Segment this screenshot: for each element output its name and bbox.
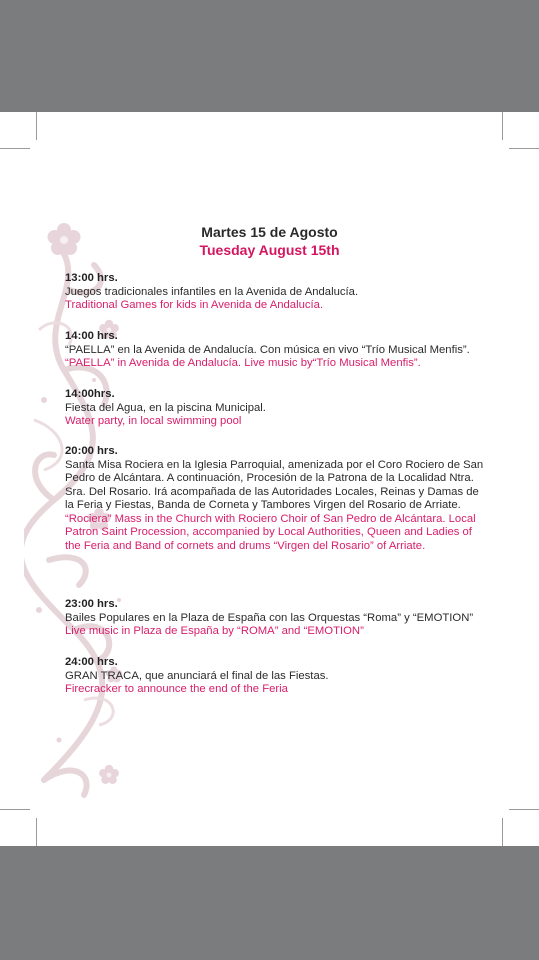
event-description-es: Bailes Populares en la Plaza de España con las Orquestas “Roma” y “EMOTION”: [65, 611, 474, 624]
list-item: [65, 598, 485, 639]
crop-mark: [36, 818, 37, 846]
crop-mark: [36, 112, 37, 140]
event-time: 23:00 hrs.: [65, 598, 118, 610]
event-description-en: “Rociera” Mass in the Church with Rociero Choir of San Pedro de Alcántara. Local Patron Saint Procession, accompanied by Local Authorities, Queen and Ladies of the Feria and Band of cornets and drums “Virgen del Rosario” of Arriate.: [65, 512, 476, 552]
event-time: 14:00hrs.: [65, 388, 115, 400]
list-item: [65, 272, 485, 313]
page-title-english: Tuesday August 15th: [199, 242, 340, 258]
event-description-es: Juegos tradicionales infantiles en la Avenida de Andalucía.: [65, 285, 359, 298]
event-description-en: Live music in Plaza de España by “ROMA” and “EMOTION”: [65, 625, 364, 637]
event-time: 14:00 hrs.: [65, 330, 118, 342]
crop-mark: [0, 809, 30, 810]
crop-mark: [509, 148, 539, 149]
event-time: 20:00 hrs.: [65, 445, 118, 457]
event-description-es: Santa Misa Rociera en la Iglesia Parroquial, amenizada por el Coro Rociero de San Pedro de Alcántara. A continuación, Procesión de la Patrona de la Localidad Ntra. Sra. Del Rosario. Irá acompañada de las Autoridades Locales, Reinas y Damas de la Feria y Fiestas, Banda de Corneta y Tambores Virgen del Rosario de Arriate.: [65, 458, 484, 511]
list-item: [65, 656, 485, 697]
event-description-en: Water party, in local swimming pool: [65, 415, 242, 427]
crop-mark: [502, 112, 503, 140]
event-time: 13:00 hrs.: [65, 272, 118, 284]
list-item: [65, 445, 485, 553]
document-page: [0, 112, 539, 846]
event-time: 24:00 hrs.: [65, 656, 118, 668]
event-description-en: Traditional Games for kids in Avenida de Andalucía.: [65, 299, 324, 311]
event-description-es: GRAN TRACA, que anunciará el final de las Fiestas.: [65, 669, 329, 682]
event-description-es: Fiesta del Agua, en la piscina Municipal.: [65, 401, 266, 414]
event-description-en: Firecracker to announce the end of the Feria: [65, 683, 288, 695]
crop-mark: [0, 148, 30, 149]
crop-mark: [509, 809, 539, 810]
crop-mark: [502, 818, 503, 846]
page-title: Martes 15 de Agosto: [201, 224, 338, 240]
list-item: [65, 388, 485, 429]
list-item: [65, 330, 485, 371]
event-description-en: “PAELLA” in Avenida de Andalucía. Live music by“Trío Musical Menfis”.: [65, 357, 421, 369]
event-description-es: “PAELLA” en la Avenida de Andalucía. Con música en vivo “Trío Musical Menfis”.: [65, 343, 470, 356]
